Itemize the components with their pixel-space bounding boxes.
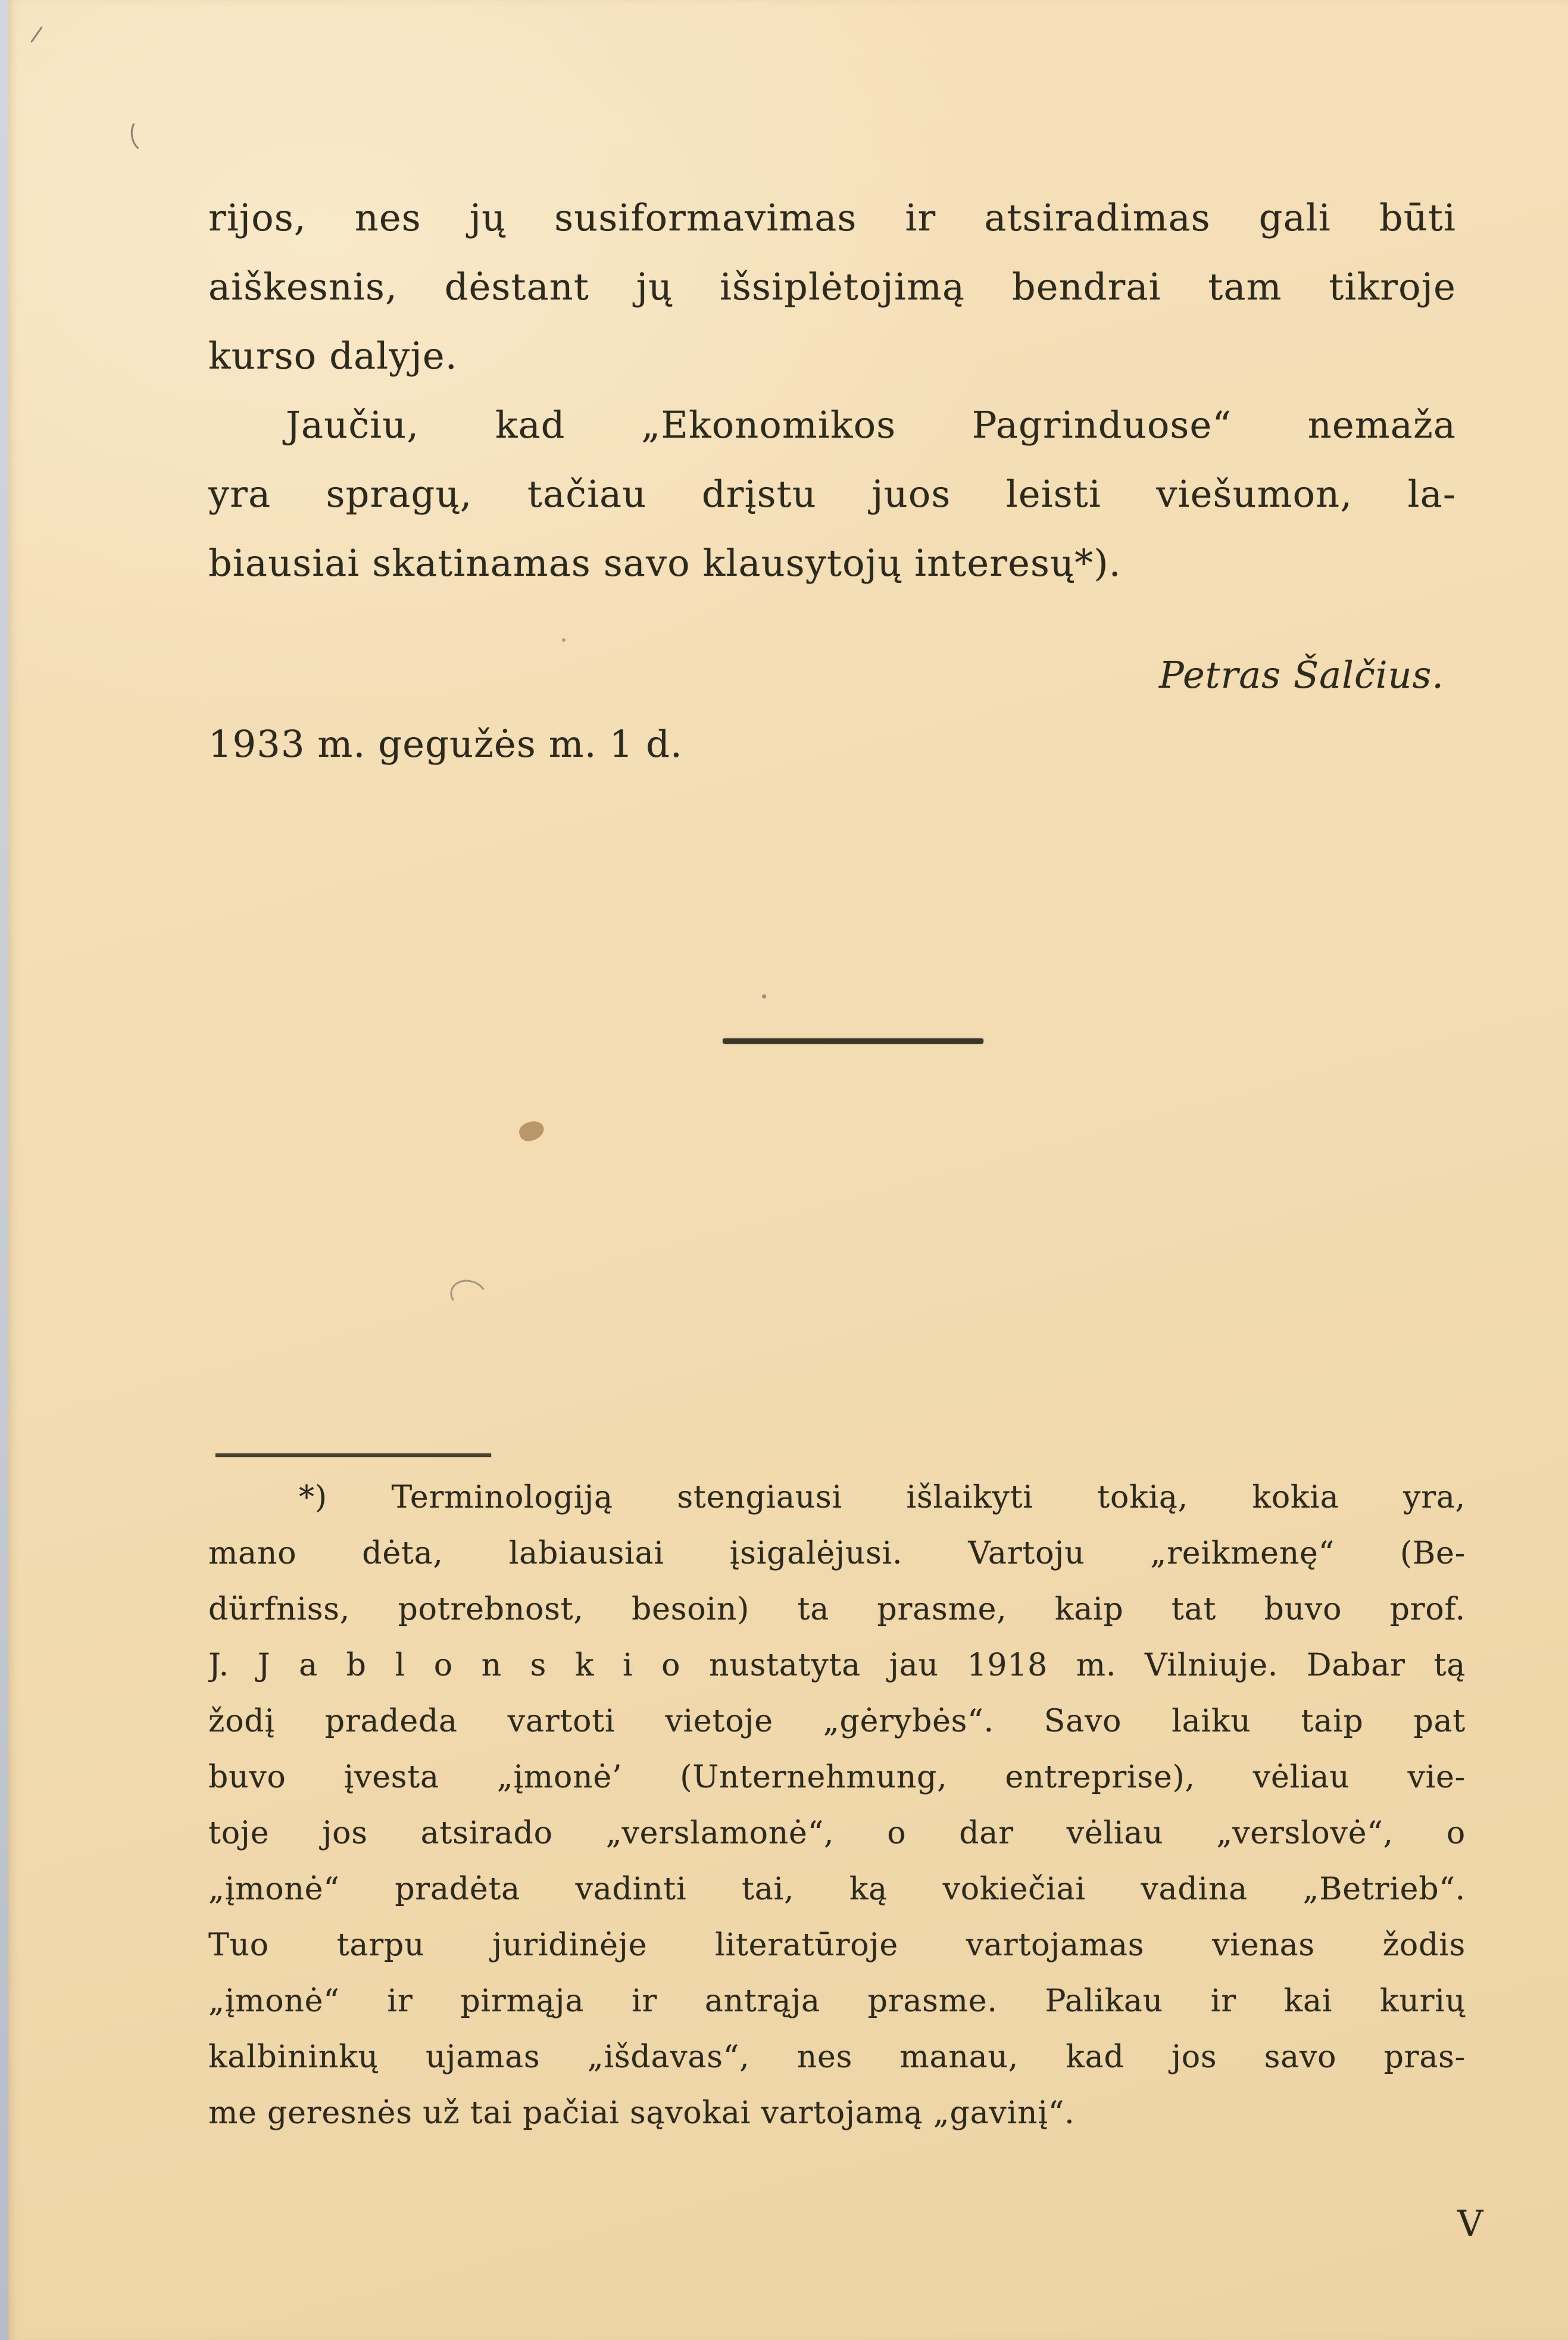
- text-line: kurso dalyje.: [208, 334, 458, 377]
- section-divider-rule: [723, 1038, 983, 1044]
- footnote-line: me geresnės už tai pačiai sąvokai vartojamą „gavinį“.: [208, 2095, 1075, 2131]
- footnote-line: J. J a b l o n s k i o nustatyta jau 1918 m. Vilniuje. Dabar tą: [208, 1648, 1466, 1683]
- footnote-line: „įmonė“ ir pirmąja ir antrąja prasme. Palikau ir kai kurių: [208, 1983, 1466, 2019]
- pen-curve-mark: [128, 114, 161, 154]
- text-line: biausiai skatinamas savo klausytojų interesų*).: [208, 541, 1122, 585]
- ink-dot: [762, 994, 766, 999]
- text-line: rijos, nes jų susiformavimas ir atsiradimas gali būti: [208, 196, 1456, 239]
- footnote-line: kalbininkų ujamas „išdavas“, nes manau, kad jos savo pras-: [208, 2039, 1466, 2075]
- author-signature: Petras Šalčius.: [1159, 653, 1444, 697]
- footnote-line: toje jos atsirado „verslamonė“, o dar vėliau „verslovė“, o: [208, 1815, 1466, 1851]
- text-line: Jaučiu, kad „Ekonomikos Pagrinduose“ nemaža: [286, 403, 1456, 447]
- text-line: aiškesnis, dėstant jų išsiplėtojimą bendrai tam tikroje: [208, 265, 1456, 308]
- footnote-line: buvo įvesta „įmonė’ (Unternehmung, entreprise), vėliau vie-: [208, 1759, 1466, 1795]
- scan-edge-strip: [0, 0, 8, 2340]
- paper-stain: [517, 1118, 546, 1143]
- page-number: V: [1457, 2203, 1484, 2245]
- footnote-line: žodį pradeda vartoti vietoje „gėrybės“. Savo laiku taip pat: [208, 1703, 1466, 1739]
- date-line: 1933 m. gegužės m. 1 d.: [208, 722, 683, 766]
- footnote-line: dürfniss, potrebnost, besoin) ta prasme, kaip tat buvo prof.: [208, 1592, 1466, 1627]
- hairline-mark: [446, 1275, 490, 1314]
- footnote-line: *) Terminologiją stengiausi išlaikyti tokią, kokia yra,: [299, 1480, 1466, 1515]
- footnote-line: mano dėta, labiausiai įsigalėjusi. Vartoju „reikmenę“ (Be-: [208, 1536, 1466, 1571]
- footnote-line: Tuo tarpu juridinėje literatūroje vartojamas vienas žodis: [208, 1927, 1466, 1963]
- text-line: yra spragų, tačiau drįstu juos leisti viešumon, la-: [208, 472, 1456, 516]
- book-page-paper: [8, 0, 1568, 2340]
- ink-speck: [30, 26, 43, 43]
- footnote-line: „įmonė“ pradėta vadinti tai, ką vokiečiai vadina „Betrieb“.: [208, 1871, 1466, 1907]
- footnote-block: [208, 1469, 1466, 2141]
- footnote-separator-rule: [215, 1453, 491, 1457]
- preface-text-block: [208, 183, 1456, 598]
